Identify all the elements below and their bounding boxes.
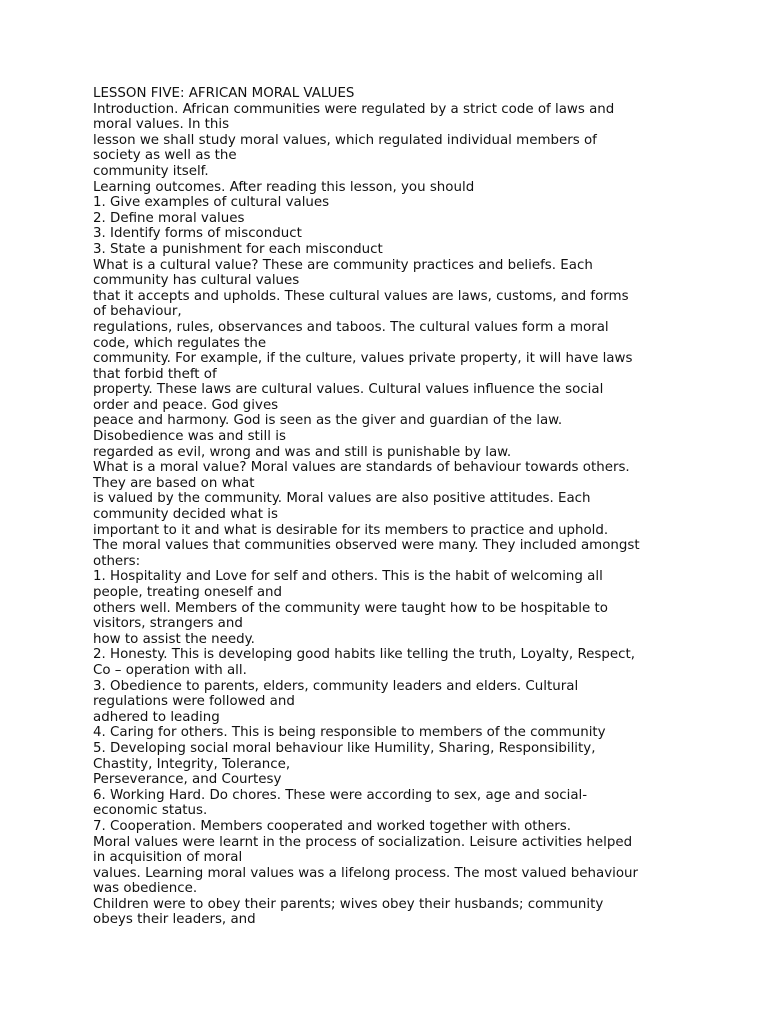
text-line: regarded as evil, wrong and was and still is punishable by law. [93, 444, 512, 460]
text-line: was obedience. [93, 881, 198, 897]
text-line: important to it and what is desirable for its members to practice and uphold. [93, 522, 609, 538]
text-line: others well. Members of the community were taught how to be hospitable to [93, 600, 608, 616]
text-line: code, which regulates the [93, 335, 267, 351]
text-line: 2. Honesty. This is developing good habits like telling the truth, Loyalty, Respect, [93, 647, 635, 663]
text-line: What is a moral value? Moral values are standards of behaviour towards others. [93, 460, 630, 476]
text-line: is valued by the community. Moral values are also positive attitudes. Each [93, 491, 591, 507]
text-line: Moral values were learnt in the process of socialization. Leisure activities helped [93, 834, 633, 850]
text-line: 3. Obedience to parents, elders, community leaders and elders. Cultural [93, 678, 579, 694]
text-line: community decided what is [93, 507, 278, 523]
text-line: how to assist the needy. [93, 631, 255, 647]
text-line: Children were to obey their parents; wives obey their husbands; community [93, 896, 604, 912]
text-line: visitors, strangers and [93, 616, 243, 632]
text-line: people, treating oneself and [93, 585, 283, 600]
text-line: What is a cultural value? These are community practices and beliefs. Each [93, 257, 593, 273]
text-line: community itself. [93, 163, 209, 179]
document-title: LESSON FIVE: AFRICAN MORAL VALUES [93, 86, 355, 101]
text-line: obeys their leaders, and [93, 912, 256, 928]
text-line: 1. Give examples of cultural values [93, 195, 330, 211]
text-line: The moral values that communities observed were many. They included amongst [93, 538, 640, 554]
text-line: Chastity, Integrity, Tolerance, [93, 756, 291, 772]
text-line: in acquisition of moral [93, 850, 243, 866]
text-line: Perseverance, and Courtesy [93, 772, 282, 788]
text-line: peace and harmony. God is seen as the giver and guardian of the law. [93, 413, 563, 429]
text-line: of behaviour, [93, 304, 182, 320]
text-line: society as well as the [93, 148, 237, 164]
text-line: 3. State a punishment for each misconduct [93, 241, 383, 257]
text-line: 4. Caring for others. This is being responsible to members of the community [93, 725, 606, 741]
text-line: that it accepts and upholds. These cultural values are laws, customs, and forms [93, 288, 629, 304]
text-line: 2. Define moral values [93, 210, 245, 226]
text-line: Disobedience was and still is [93, 429, 286, 445]
text-line: adhered to leading [93, 709, 220, 725]
text-line: property. These laws are cultural values. Cultural values influence the social [93, 382, 604, 398]
text-line: values. Learning moral values was a lifelong process. The most valued behaviour [93, 865, 639, 881]
text-line: Learning outcomes. After reading this lesson, you should [93, 179, 475, 195]
text-line: 6. Working Hard. Do chores. These were according to sex, age and social- [93, 787, 588, 803]
text-line: community has cultural values [93, 273, 300, 289]
text-line: community. For example, if the culture, values private property, it will have laws [93, 351, 633, 367]
text-line: lesson we shall study moral values, which regulated individual members of [93, 132, 597, 148]
text-line: 1. Hospitality and Love for self and others. This is the habit of welcoming all [93, 569, 603, 585]
text-line: moral values. In this [93, 117, 230, 133]
text-line: Introduction. African communities were regulated by a strict code of laws and [93, 101, 615, 117]
text-line: economic status. [93, 803, 208, 819]
text-line: 7. Cooperation. Members cooperated and worked together with others. [93, 818, 571, 834]
text-line: 5. Developing social moral behaviour like Humility, Sharing, Responsibility, [93, 740, 596, 756]
text-line: order and peace. God gives [93, 397, 279, 413]
text-line: regulations were followed and [93, 694, 295, 710]
text-line: 3. Identify forms of misconduct [93, 226, 302, 242]
text-line: others: [93, 553, 141, 569]
text-line: regulations, rules, observances and taboos. The cultural values form a moral [93, 319, 609, 335]
document-body [93, 86, 693, 928]
text-line: They are based on what [93, 475, 255, 491]
text-line: Co – operation with all. [93, 662, 247, 678]
text-line: that forbid theft of [93, 366, 217, 382]
